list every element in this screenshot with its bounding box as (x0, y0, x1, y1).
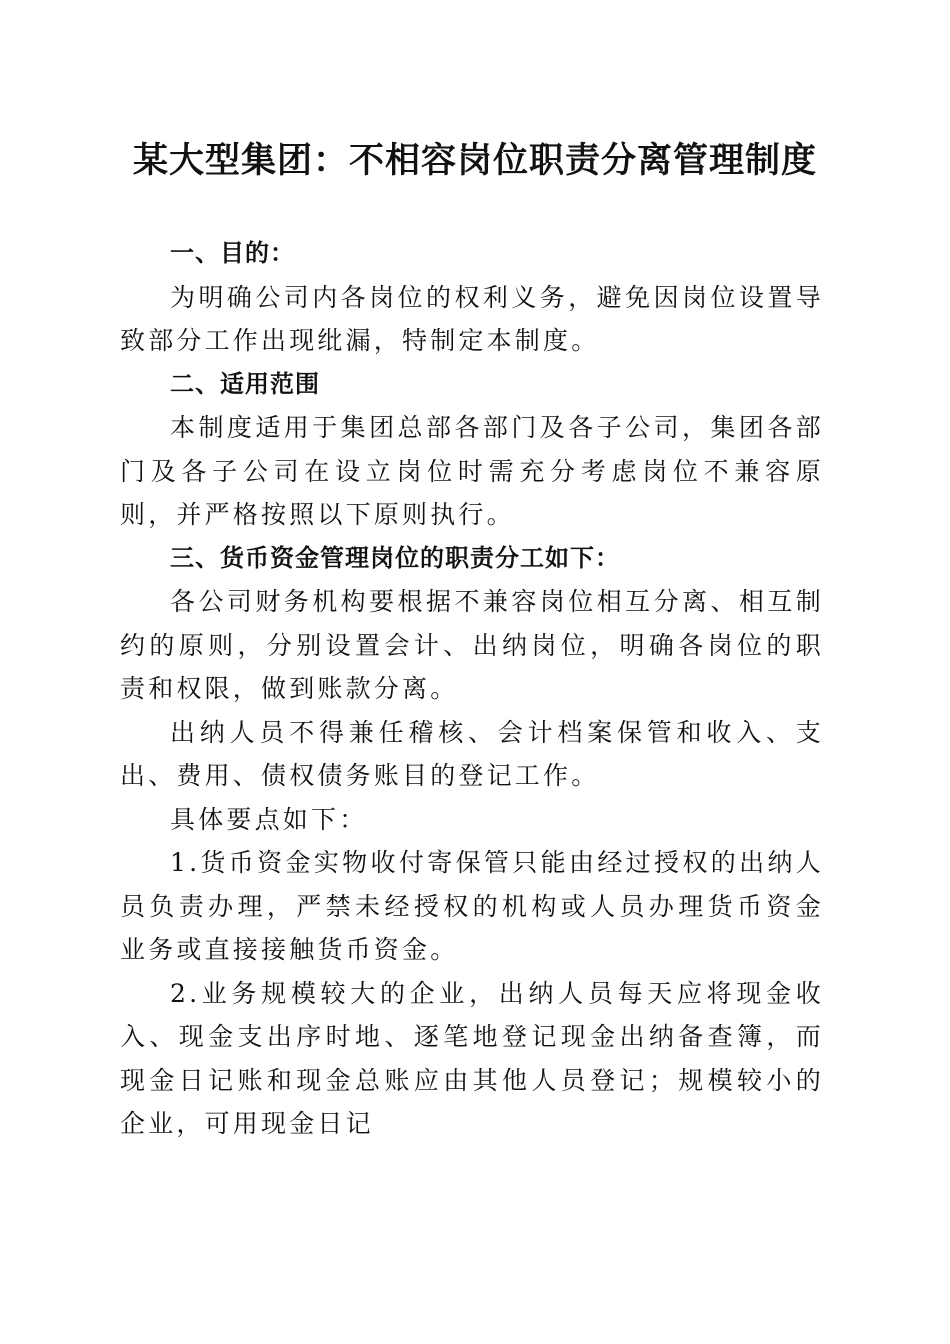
section-heading-duties: 三、货币资金管理岗位的职责分工如下： (170, 543, 620, 572)
document-title: 某大型集团：不相容岗位职责分离管理制度 (132, 140, 817, 181)
list-item-point-2: 2.业务规模较大的企业，出纳人员每天应将现金收入、现金支出序时地、逐笔地登记现金出纳备查簿，而现金日记账和现金总账应由其他人员登记；规模较小的企业，可用现金日记 (120, 978, 824, 1138)
paragraph-duties-principle: 各公司财务机构要根据不兼容岗位相互分离、相互制约的原则，分别设置会计、出纳岗位，明确各岗位的职责和权限，做到账款分离。 (120, 587, 824, 703)
section-heading-purpose: 一、目的： (170, 239, 295, 267)
paragraph-purpose: 为明确公司内各岗位的权利义务，避免因岗位设置导致部分工作出现纰漏，特制定本制度。 (120, 282, 824, 355)
paragraph-scope: 本制度适用于集团总部各部门及各子公司，集团各部门及各子公司在设立岗位时需充分考虑岗位不兼容原则，并严格按照以下原则执行。 (120, 413, 824, 529)
paragraph-cashier-restriction: 出纳人员不得兼任稽核、会计档案保管和收入、支出、费用、债权债务账目的登记工作。 (120, 717, 824, 790)
paragraph-key-points-intro: 具体要点如下： (170, 804, 368, 834)
document-body (120, 232, 824, 1146)
section-heading-scope: 二、适用范围 (170, 369, 320, 398)
list-item-point-1: 1.货币资金实物收付寄保管只能由经过授权的出纳人员负责办理，严禁未经授权的机构或人员办理货币资金业务或直接接触货币资金。 (120, 848, 824, 964)
